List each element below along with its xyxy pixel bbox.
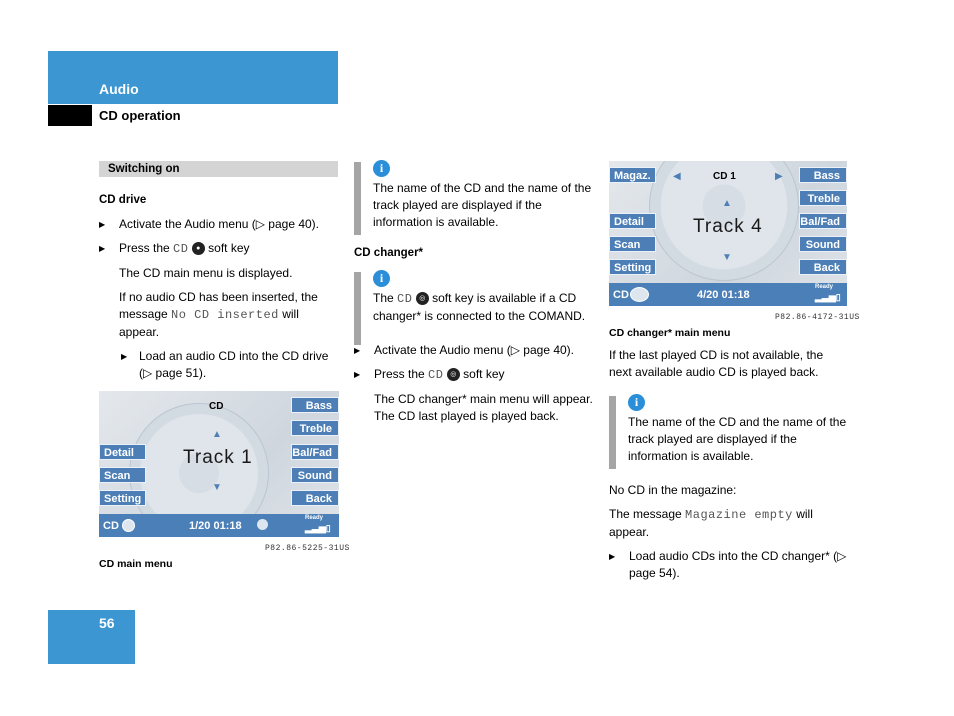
status-bar (609, 283, 847, 306)
setting-button[interactable]: Setting (99, 490, 146, 506)
status-time: 1/20 01:18 (189, 520, 242, 532)
info-text-1: The name of the CD and the name of the track played are displayed if the information is available. (373, 181, 592, 229)
down-arrow-icon[interactable]: ▼ (722, 252, 732, 263)
back-button[interactable]: Back (799, 259, 847, 275)
status-time: 4/20 01:18 (697, 289, 750, 301)
column-3 (609, 325, 849, 582)
next-cd-arrow-icon[interactable]: ▶ (775, 171, 783, 182)
cd-key-label: CD (173, 242, 189, 256)
no-cd-message: If no audio CD has been inserted, the message No CD inserted will appear. (119, 290, 318, 339)
info-box-1 (354, 160, 594, 231)
not-available-text: If the last played CD is not available, the next available audio CD is played back. (609, 348, 824, 379)
back-button[interactable]: Back (291, 490, 339, 506)
info-box-3 (609, 394, 849, 465)
detail-button[interactable]: Detail (609, 213, 656, 229)
cd-key-label: CD (428, 368, 444, 382)
step-activate-audio: ▶ Activate the Audio menu (▷ page 40). (99, 216, 338, 233)
down-arrow-icon[interactable]: ▼ (212, 482, 222, 493)
info-bar (609, 396, 616, 469)
bass-button[interactable]: Bass (799, 167, 847, 183)
step-press-cd: ▶ Press the CD ● soft key (99, 240, 338, 258)
info-text-3: The name of the CD and the name of the track played are displayed if the information is available. (628, 415, 847, 463)
no-cd-inserted-text: No CD inserted (171, 308, 279, 322)
step-load-changer: ▶ Load audio CDs into the CD changer* (▷ page 54). (609, 548, 849, 582)
scan-button[interactable]: Scan (609, 236, 656, 252)
figure-code-1: P82.86-5225-31US (265, 544, 350, 553)
treble-button[interactable]: Treble (799, 190, 847, 206)
figure-code-2: P82.86-4172-31US (775, 313, 860, 322)
info-bar (354, 272, 361, 345)
no-cd-magazine: No CD in the magazine: (609, 483, 737, 497)
bal-fad-button[interactable]: Bal/Fad (799, 213, 847, 229)
ready-text: Ready (305, 515, 324, 521)
magazine-empty-text: Magazine empty (685, 508, 793, 522)
header-bar (48, 51, 338, 104)
magazine-empty-message: The message Magazine empty will appear. (609, 507, 813, 539)
subsection-title: CD operation (99, 108, 181, 123)
changer-result: The CD changer* main menu will appear. The CD last played is played back. (374, 392, 593, 423)
column-1 (99, 161, 338, 382)
cd-drive-heading: CD drive (99, 194, 147, 206)
cd-changer-status-icon (630, 287, 649, 302)
status-bar (99, 514, 339, 537)
cd-key-label: CD (397, 292, 413, 306)
step-activate-audio: ▶ Activate the Audio menu (▷ page 40). (354, 342, 594, 359)
caption-cd-main-menu: CD main menu (99, 558, 173, 570)
track-display: Track 1 (183, 447, 253, 468)
sound-button[interactable]: Sound (799, 236, 847, 252)
page-number: 56 (99, 615, 115, 631)
caption-cd-changer-menu: CD changer* main menu (609, 327, 731, 339)
status-source[interactable]: CD (103, 520, 119, 532)
detail-button[interactable]: Detail (99, 444, 146, 460)
up-arrow-icon[interactable]: ▲ (212, 429, 222, 440)
status-source[interactable]: CD (613, 289, 629, 301)
screen-title: CD (209, 401, 224, 412)
treble-button[interactable]: Treble (291, 420, 339, 436)
cd-disc-icon: ◎ (416, 292, 429, 305)
section-title: Audio (99, 81, 139, 97)
magazine-button[interactable]: Magaz. (609, 167, 656, 183)
cd-status-icon (122, 519, 135, 532)
info-icon: i (373, 160, 390, 177)
switching-on-heading: Switching on (99, 161, 338, 177)
up-arrow-icon[interactable]: ▲ (722, 198, 732, 209)
sound-button[interactable]: Sound (291, 467, 339, 483)
prev-cd-arrow-icon[interactable]: ◀ (673, 171, 681, 182)
info-icon: i (373, 270, 390, 287)
step-press-cd: ▶ Press the CD ◎ soft key (354, 366, 594, 384)
info-icon: i (628, 394, 645, 411)
page-number-box (48, 610, 135, 664)
column-2 (354, 160, 594, 425)
cd-changer-screen (609, 161, 847, 306)
bal-fad-button[interactable]: Bal/Fad (291, 444, 339, 460)
section-tab-marker (48, 105, 92, 126)
cd-disc-icon: ● (192, 242, 205, 255)
cd-disc-small-icon (257, 519, 268, 530)
cd-changer-heading: CD changer* (354, 247, 424, 259)
step-load-cd: ▶ Load an audio CD into the CD drive (▷ page 51). (99, 348, 338, 382)
info-bar (354, 162, 361, 235)
setting-button[interactable]: Setting (609, 259, 656, 275)
cd-disc-icon: ◎ (447, 368, 460, 381)
cd-main-menu-screen (99, 391, 339, 537)
bass-button[interactable]: Bass (291, 397, 339, 413)
signal-icon: ▂▃▅▯ (305, 523, 331, 533)
info-text-2: The CD ◎ soft key is available if a CD changer* is connected to the COMAND. (373, 291, 586, 323)
main-menu-displayed: The CD main menu is displayed. (119, 266, 293, 280)
screen-title: CD 1 (713, 171, 736, 182)
signal-icon: ▂▃▅▯ (815, 292, 841, 302)
scan-button[interactable]: Scan (99, 467, 146, 483)
info-box-2 (354, 270, 594, 325)
ready-text: Ready (815, 284, 834, 290)
track-display: Track 4 (693, 216, 763, 237)
